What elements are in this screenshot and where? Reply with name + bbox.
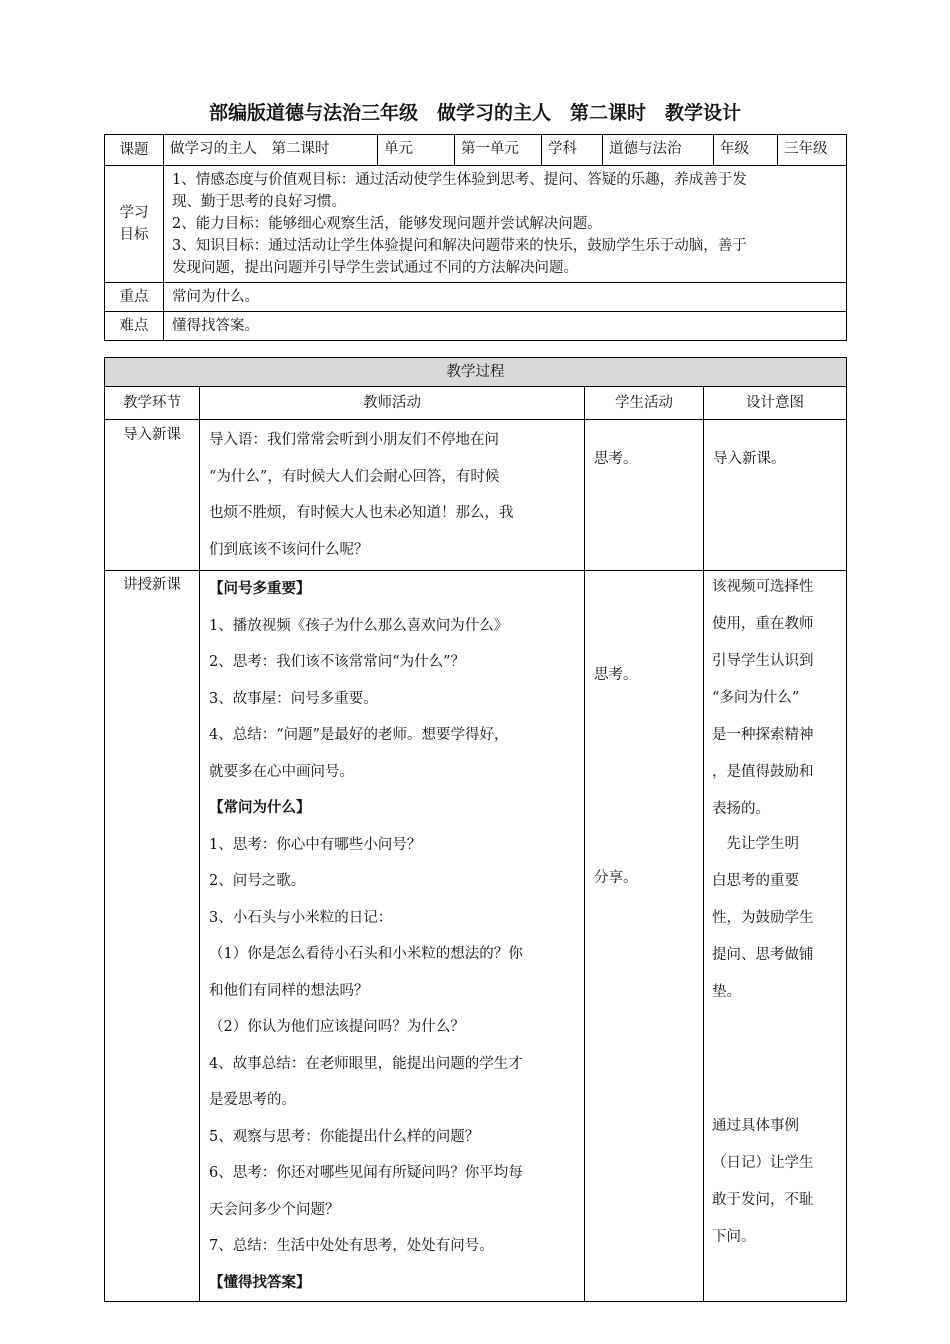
intent-line: 性，为鼓励学生 — [712, 910, 814, 926]
intent-line: 先让学生明 — [712, 836, 799, 852]
teacher-line: 们到底该不该问什么呢？ — [209, 541, 369, 558]
design-intent-block — [712, 826, 836, 1011]
teacher-line: “为什么”，有时候大人们会耐心回答，有时候 — [209, 468, 500, 485]
intent-line: 垫。 — [712, 984, 741, 1000]
process-banner: 教学过程 — [105, 358, 847, 387]
teacher-line: 3、故事屋：问号多重要。 — [209, 690, 378, 707]
teacher-line: 也烦不胜烦，有时候大人也未必知道！那么，我 — [209, 505, 514, 521]
goal-line: 2、能力目标：能够细心观察生活，能够发现问题并尝试解决问题。 — [172, 216, 602, 232]
student-activity-cell — [585, 420, 704, 571]
intent-line: 通过具体事例 — [712, 1118, 799, 1134]
teacher-activity-cell — [200, 571, 585, 1302]
difficulty-value: 懂得找答案。 — [164, 312, 847, 341]
teacher-line: 1、思考：你心中有哪些小问号？ — [209, 836, 422, 853]
design-intent-block — [712, 569, 836, 828]
goal-line: 1、情感态度与价值观目标：通过活动使学生体验到思考、提问、答疑的乐趣，养成善于发 — [172, 172, 747, 188]
unit-label: 单元 — [378, 135, 455, 166]
intent-line: 下问。 — [712, 1229, 756, 1245]
student-activity: 思考。 — [594, 667, 638, 683]
stage-cell: 导入新课 — [105, 420, 200, 571]
intent-line: “多问为什么” — [712, 690, 800, 706]
lesson-info-table — [104, 134, 847, 341]
process-header-row — [105, 387, 847, 420]
intent-line: 使用，重在教师 — [712, 616, 814, 632]
key-label: 重点 — [105, 283, 164, 312]
info-row-key — [105, 283, 847, 312]
goals-label-line2: 目标 — [119, 227, 149, 243]
key-value: 常问为什么。 — [164, 283, 847, 312]
header-stage: 教学环节 — [105, 387, 200, 420]
goal-line: 3、知识目标：通过活动让学生体验提问和解决问题带来的快乐，鼓励学生乐于动脑，善于 — [172, 238, 747, 254]
teacher-line: 2、思考：我们该不该常常问“为什么”？ — [209, 654, 466, 670]
info-row-topic — [105, 135, 847, 166]
stage-cell: 讲授新课 — [105, 571, 200, 1302]
teacher-heading: 【问号多重要】 — [209, 581, 311, 597]
design-intent-cell — [704, 571, 847, 1302]
teacher-line: 6、思考：你还对哪些见闻有所疑问吗？你平均每 — [209, 1165, 523, 1181]
teacher-line: 导入语：我们常常会听到小朋友们不停地在问 — [209, 432, 499, 448]
goals-value — [164, 166, 847, 283]
difficulty-label: 难点 — [105, 312, 164, 341]
header-student: 学生活动 — [585, 387, 704, 420]
design-intent-block — [712, 1108, 836, 1256]
goals-label — [105, 166, 164, 283]
intent-line: 提问、思考做铺 — [712, 947, 814, 963]
teacher-line: 就要多在心中画问号。 — [209, 763, 354, 780]
teacher-line: 是爱思考的。 — [209, 1092, 296, 1108]
teacher-line: 天会问多少个问题？ — [209, 1201, 340, 1218]
topic-value: 做学习的主人 第二课时 — [164, 135, 378, 166]
intent-line: （日记）让学生 — [712, 1155, 814, 1171]
process-banner-row — [105, 358, 847, 387]
intent-line: 引导学生认识到 — [712, 653, 814, 669]
teaching-process-table — [104, 357, 847, 1302]
student-activity: 分享。 — [594, 870, 638, 886]
topic-label: 课题 — [105, 135, 164, 166]
page-title: 部编版道德与法治三年级 做学习的主人 第二课时 教学设计 — [208, 102, 741, 124]
goals-label-line1: 学习 — [119, 205, 149, 221]
intent-line: 敢于发问，不耻 — [712, 1192, 814, 1208]
teacher-line: 5、观察与思考：你能提出什么样的问题？ — [209, 1128, 480, 1145]
teacher-line: 4、故事总结：在老师眼里，能提出问题的学生才 — [209, 1055, 523, 1072]
teacher-heading: 【常问为什么】 — [209, 800, 311, 816]
header-teacher: 教师活动 — [200, 387, 585, 420]
teacher-line: 3、小石头与小米粒的日记： — [209, 909, 393, 926]
info-row-goals — [105, 166, 847, 283]
intent-line: ，是值得鼓励和 — [712, 764, 814, 780]
intent-line: 表扬的。 — [712, 801, 770, 817]
teacher-activity-cell — [200, 420, 585, 571]
teacher-line: 7、总结：生活中处处有思考，处处有问号。 — [209, 1238, 494, 1254]
teacher-line: （2）你认为他们应该提问吗？为什么？ — [209, 1019, 465, 1035]
grade-value: 三年级 — [778, 135, 847, 166]
unit-value: 第一单元 — [455, 135, 542, 166]
student-activity: 思考。 — [594, 451, 638, 467]
goal-line: 发现问题，提出问题并引导学生尝试通过不同的方法解决问题。 — [172, 260, 578, 276]
process-row-intro — [105, 420, 847, 571]
subject-label: 学科 — [542, 135, 603, 166]
header-intent: 设计意图 — [704, 387, 847, 420]
intent-line: 该视频可选择性 — [712, 579, 814, 595]
design-intent: 导入新课。 — [713, 451, 786, 467]
design-intent-cell — [704, 420, 847, 571]
teacher-line: 和他们有同样的想法吗？ — [209, 982, 369, 999]
teacher-line: 4、总结：“问题”是最好的老师。想要学得好， — [209, 727, 509, 743]
teacher-line: 2、问号之歌。 — [209, 873, 306, 889]
teacher-line: （1）你是怎么看待小石头和小米粒的想法的？你 — [209, 946, 523, 962]
info-row-difficulty — [105, 312, 847, 341]
intent-line: 是一种探索精神 — [712, 727, 814, 743]
intent-line: 白思考的重要 — [712, 873, 799, 889]
subject-value: 道德与法治 — [603, 135, 714, 166]
teacher-line: 1、播放视频《孩子为什么那么喜欢问为什么》 — [209, 617, 509, 634]
process-row-new-lesson — [105, 571, 847, 1302]
student-activity-cell — [585, 571, 704, 1302]
teacher-heading: 【懂得找答案】 — [209, 1274, 311, 1291]
grade-label: 年级 — [714, 135, 778, 166]
goal-line: 现、勤于思考的良好习惯。 — [172, 194, 346, 210]
